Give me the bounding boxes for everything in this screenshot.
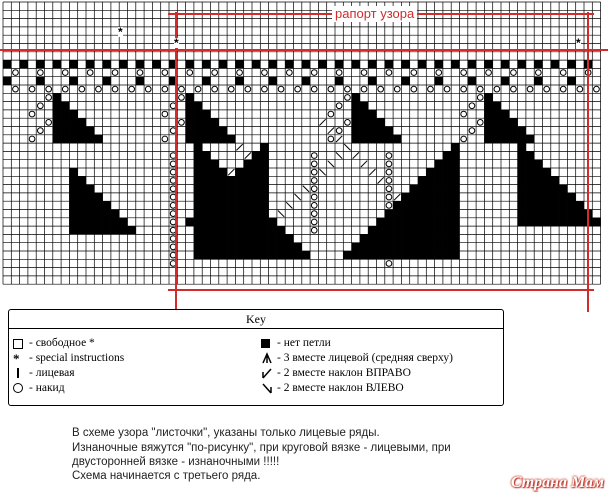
- key-item-free: [13, 336, 95, 350]
- repeat-label: рапорт узора: [332, 6, 417, 22]
- slash-right-icon: [261, 367, 273, 379]
- key-item-label: - 3 вместе лицевой (средняя сверху): [277, 352, 453, 364]
- note-line: Изнаночные вяжутся "по-рисунку", при круговой вязке - лицевыми, при: [72, 442, 451, 454]
- key-title: Key: [246, 312, 266, 326]
- key-item-label: - 2 вместе наклон ВПРАВО: [277, 367, 411, 379]
- key-divider: [9, 328, 503, 329]
- key-item-label: - накид: [29, 382, 65, 394]
- note-line: Схема начинается с третьего ряда.: [72, 470, 261, 482]
- slash-left-icon: [261, 382, 273, 394]
- star-mark-right: *: [576, 36, 581, 50]
- note-line: В схеме узора "листочки", указаны только лицевые ряды.: [72, 427, 380, 439]
- key-item-yarnover: [13, 381, 65, 395]
- filled-square-icon: [261, 337, 273, 349]
- key-item-2tog-left: [261, 381, 404, 395]
- key-item-label: - свободное *: [29, 337, 95, 349]
- circle-icon: [13, 382, 25, 394]
- asterisk-icon: *: [13, 351, 20, 366]
- key-item-label: - special instructions: [29, 352, 125, 364]
- star-mark-top: *: [118, 25, 123, 39]
- key-item-label: - лицевая: [29, 367, 75, 379]
- star-mark-left: *: [174, 36, 179, 50]
- vertical-bar-icon: [13, 367, 25, 379]
- note-line: двусторонней вязке - изнаночными !!!!!: [72, 456, 280, 468]
- caret-up-icon: [261, 352, 273, 364]
- key-item-3tog: [261, 351, 453, 365]
- key-item-2tog-right: [261, 366, 411, 380]
- empty-square-icon: [13, 337, 25, 349]
- key-item-special: [13, 351, 124, 365]
- key-item-knit: [13, 366, 75, 380]
- key-item-no-stitch: [261, 336, 331, 350]
- key-item-label: - нет петли: [277, 337, 331, 349]
- watermark: Страна Мам: [510, 474, 604, 491]
- key-item-label: - 2 вместе наклон ВЛЕВО: [277, 382, 404, 394]
- key-legend: [8, 309, 504, 406]
